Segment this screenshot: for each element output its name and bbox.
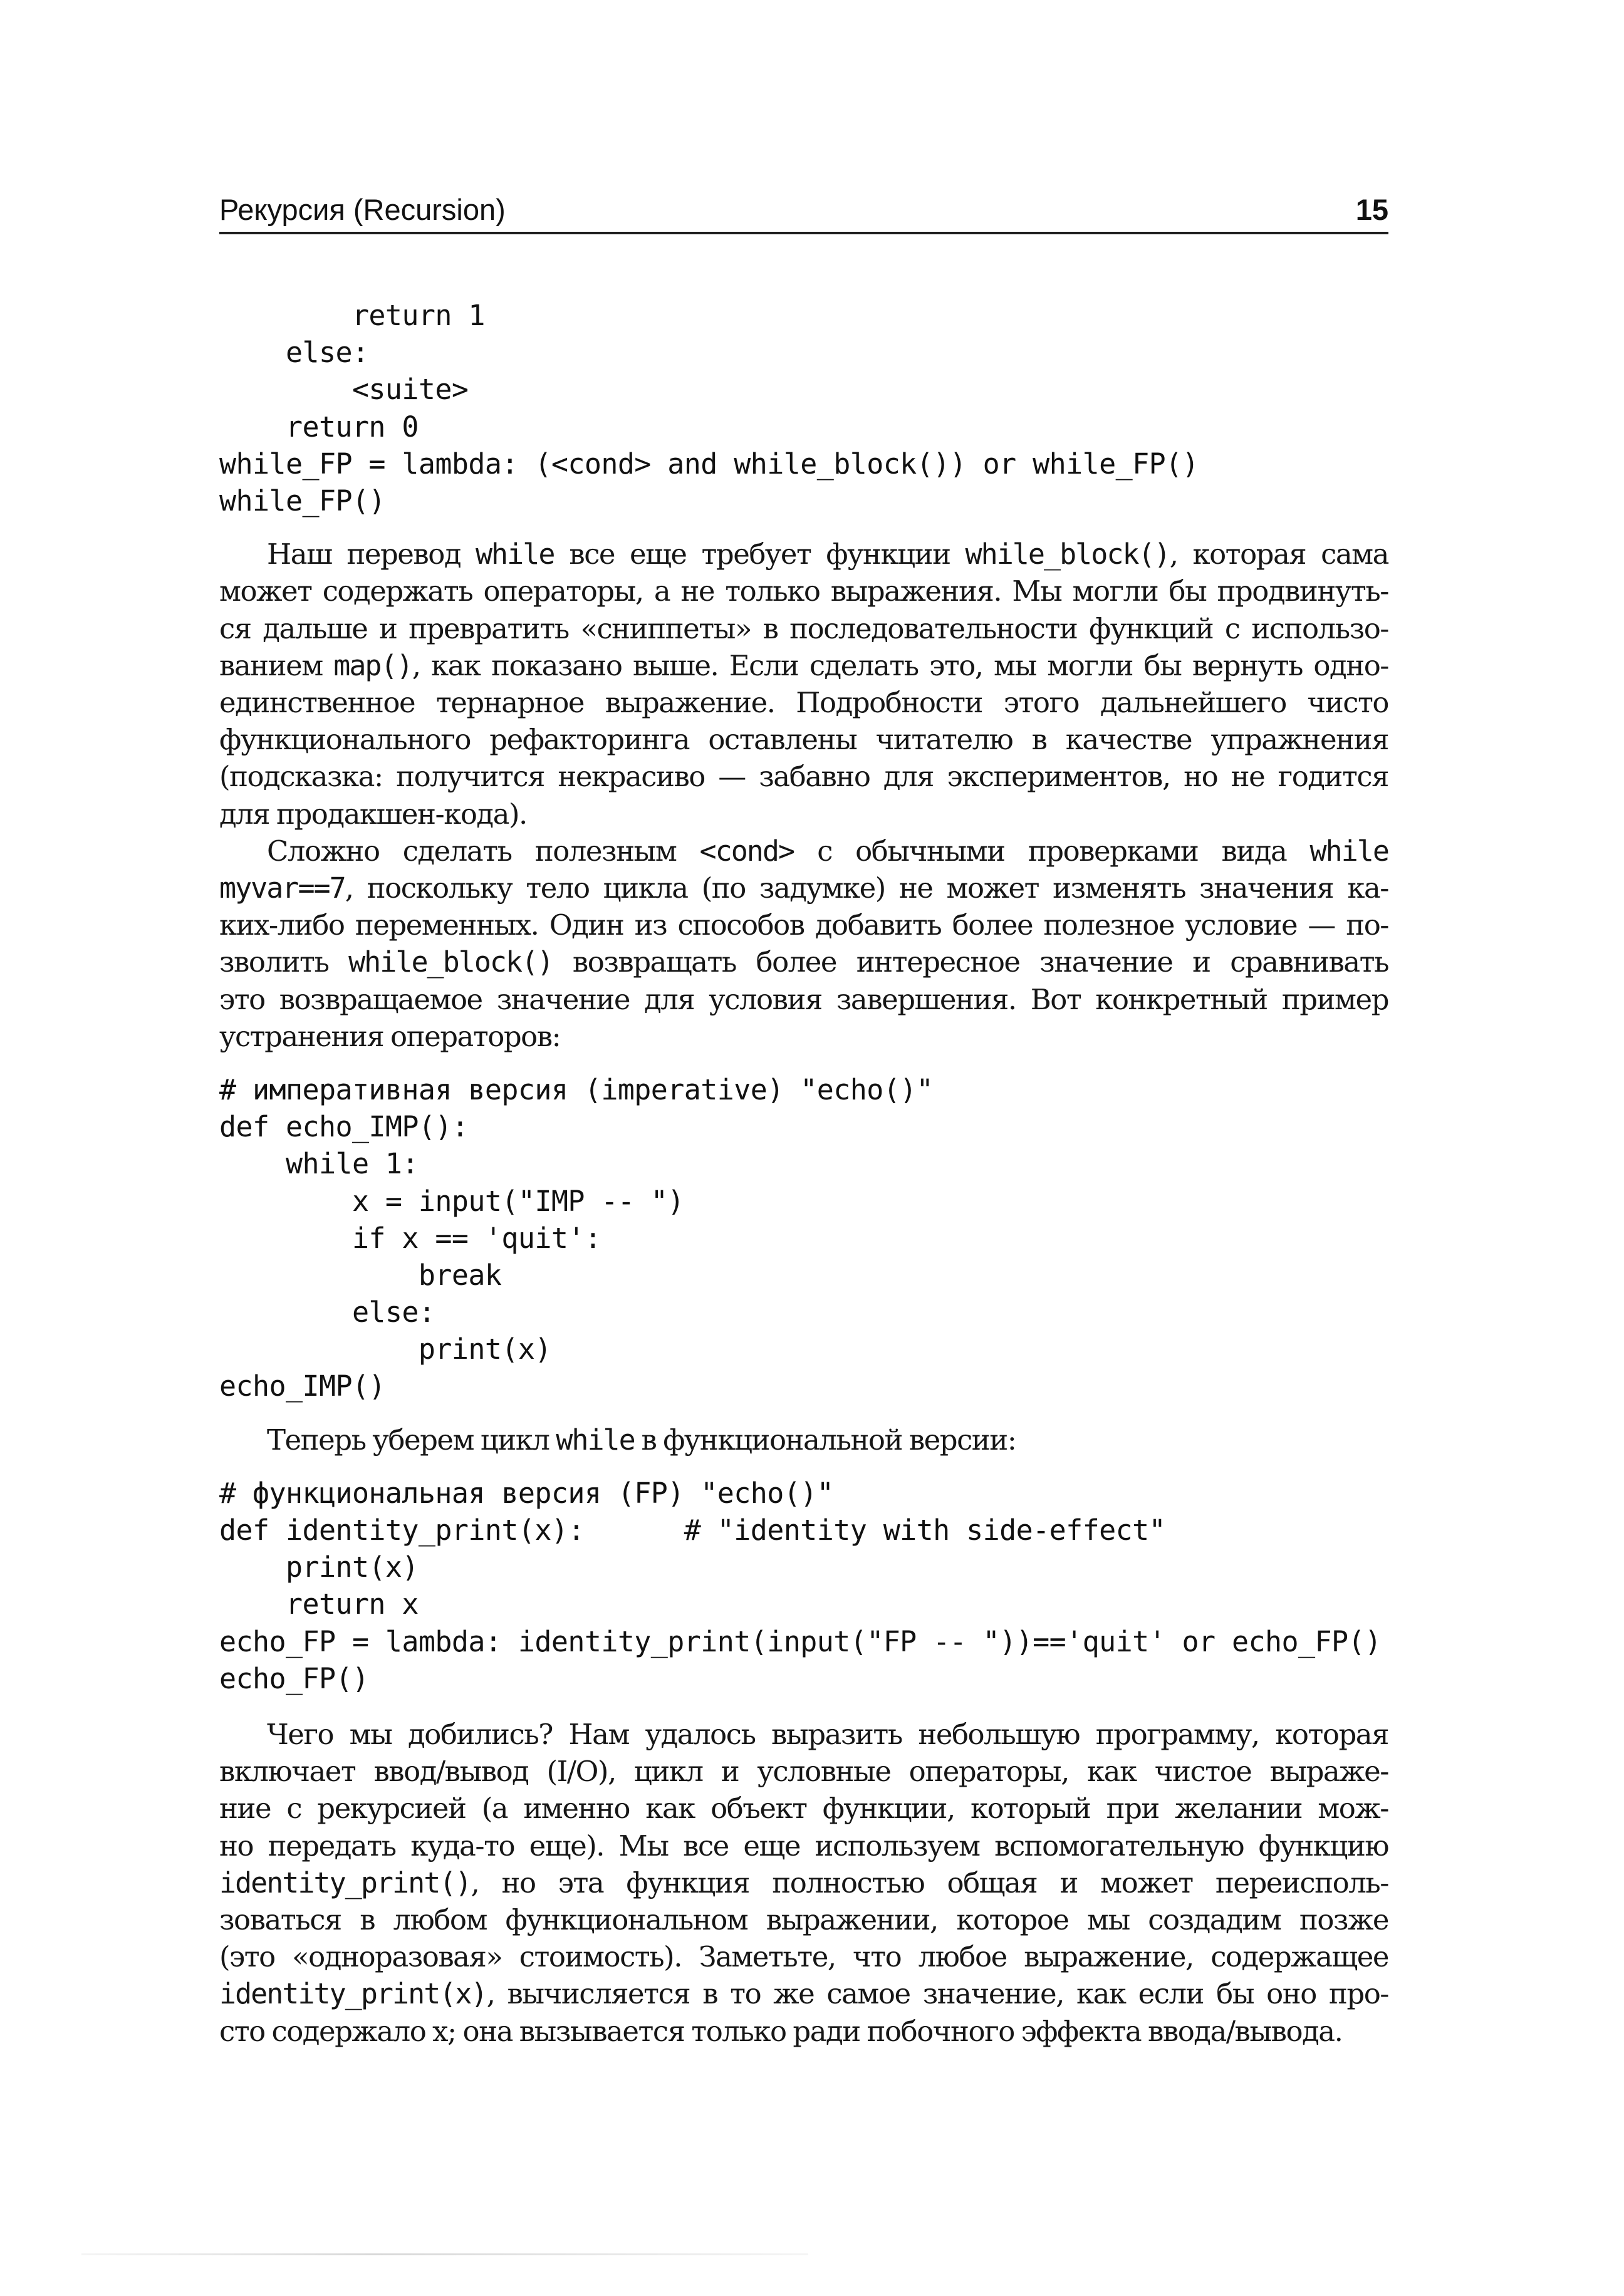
inline-code: while [1309, 834, 1388, 868]
text-line [219, 684, 1388, 721]
code-line: else: [219, 1296, 435, 1329]
text-run: , вычисляется в то же самое значение, как если бы оно про- [486, 1977, 1388, 2011]
inline-code: while [475, 538, 554, 571]
code-block-while-fp [219, 297, 1388, 519]
text-run: , как показано выше. Если сделать это, мы могли бы вернуть одно- [412, 648, 1389, 682]
code-line: x = input("IMP -- ") [219, 1184, 684, 1218]
text-run: но передать куда-то еще). Мы все еще используем вспомогательную функцию [219, 1829, 1388, 1862]
text-line [219, 833, 1388, 870]
text-run: сто содержало x; она вызывается только ради побочного эффекта ввода/вывода. [219, 2014, 1343, 2048]
text-run: функционального рефакторинга оставлены читателю в качестве упражнения [219, 723, 1388, 757]
text-run: возвращать более интересное значение и сравнивать [553, 945, 1389, 979]
code-line: if x == 'quit': [219, 1221, 601, 1255]
code-line: return 0 [219, 410, 419, 444]
code-line: echo_IMP() [219, 1369, 385, 1403]
inline-code: while_block() [965, 538, 1170, 571]
code-line: # функциональная версия (FP) "echo()" [219, 1476, 834, 1510]
text-line [219, 943, 1388, 980]
text-line [219, 2013, 1388, 2050]
inline-code: identity_print(x) [219, 1977, 487, 2011]
inline-code: map() [333, 648, 412, 682]
text-line [219, 721, 1388, 758]
text-run: ких-либо переменных. Один из способов добавить более полезное условие — по- [219, 908, 1388, 942]
text-run: , поскольку тело цикла (по задумке) не может изменять значения ка- [345, 871, 1388, 905]
text-run: Наш перевод [267, 538, 476, 571]
code-line: print(x) [219, 1551, 419, 1584]
text-line [219, 1827, 1388, 1864]
code-line: def identity_print(x): # "identity with side-effect" [219, 1514, 1166, 1547]
code-line: break [219, 1258, 502, 1292]
running-header [219, 188, 1388, 234]
paragraph-summary [219, 1716, 1388, 2050]
text-run: для продакшен-кода). [219, 797, 527, 831]
code-line: def echo_IMP(): [219, 1110, 469, 1144]
text-line [219, 906, 1388, 943]
code-line: echo_FP() [219, 1661, 369, 1695]
text-run: (подсказка: получится некрасиво — забавно для экспериментов, но не годится [219, 760, 1388, 794]
text-run: зволить [219, 945, 349, 979]
text-run: Чего мы добились? Нам удалось выразить небольшую программу, которая [267, 1717, 1388, 1751]
text-line [219, 796, 1388, 833]
text-run: (это «одноразовая» стоимость). Заметьте, что любое выражение, содержащее [219, 1940, 1388, 1974]
book-page [219, 188, 1388, 2050]
text-line [219, 1901, 1388, 1938]
paragraph-while-translation [219, 536, 1388, 833]
paragraph-remove-while [219, 1421, 1388, 1458]
text-run: , которая сама [1169, 538, 1388, 571]
text-run: единственное тернарное выражение. Подробности этого дальнейшего чисто [219, 685, 1388, 719]
text-line [219, 870, 1388, 906]
inline-code: while_block() [348, 945, 553, 979]
text-line [219, 1421, 1388, 1458]
code-line: print(x) [219, 1332, 551, 1366]
code-line: while 1: [219, 1147, 419, 1181]
text-run: зоваться в любом функциональном выражении, которое мы создадим позже [219, 1903, 1388, 1936]
text-run: ние с рекурсией (а именно как объект функции, который при желании мож- [219, 1792, 1388, 1826]
code-line: else: [219, 336, 369, 370]
text-line [219, 536, 1388, 573]
code-line: # императивная версия (imperative) "echo()" [219, 1073, 934, 1106]
text-run: ся дальше и превратить «сниппеты» в последовательности функций с использо- [219, 611, 1388, 645]
code-line: while_FP() [219, 484, 385, 517]
code-line: return 1 [219, 299, 485, 332]
text-line [219, 647, 1388, 684]
chapter-title: Рекурсия (Recursion) [219, 193, 506, 226]
code-block-echo-functional [219, 1475, 1388, 1697]
text-line [219, 610, 1388, 647]
inline-code: identity_print() [219, 1866, 471, 1899]
scan-edge-line [81, 2253, 808, 2255]
text-line [219, 1716, 1388, 1753]
text-run: с обычными проверками вида [794, 834, 1310, 868]
text-line [219, 1018, 1388, 1055]
text-run: все еще требует функции [554, 538, 966, 571]
text-run: ванием [219, 648, 334, 682]
code-line: <suite> [219, 373, 469, 407]
text-line [219, 1975, 1388, 2012]
text-run: может содержать операторы, а не только выражения. Мы могли бы продвинуть- [219, 574, 1388, 608]
text-line [219, 981, 1388, 1018]
page-number: 15 [1355, 193, 1388, 226]
inline-code: myvar==7 [219, 871, 345, 905]
text-run: в функциональной версии: [634, 1423, 1016, 1457]
text-run: Теперь уберем цикл [267, 1423, 556, 1457]
text-line [219, 1790, 1388, 1827]
text-run: это возвращаемое значение для условия завершения. Вот конкретный пример [219, 982, 1388, 1016]
text-line [219, 1938, 1388, 1975]
text-run: Сложно сделать полезным [267, 834, 700, 868]
text-run: включает ввод/вывод (I/O), цикл и условные операторы, как чистое выраже- [219, 1755, 1388, 1789]
text-line [219, 758, 1388, 795]
code-line: echo_FP = lambda: identity_print(input("FP -- "))=='quit' or echo_FP() [219, 1624, 1382, 1658]
text-run: устранения операторов: [219, 1019, 561, 1053]
text-run: , но эта функция полностью общая и может переисполь- [471, 1866, 1388, 1899]
inline-code: <cond> [699, 834, 794, 868]
inline-code: while [556, 1423, 635, 1457]
text-line [219, 573, 1388, 610]
code-block-echo-imperative [219, 1071, 1388, 1405]
text-line [219, 1864, 1388, 1901]
code-line: return x [219, 1587, 419, 1621]
paragraph-useful-cond [219, 833, 1388, 1055]
text-line [219, 1753, 1388, 1790]
code-line: while_FP = lambda: (<cond> and while_block()) or while_FP() [219, 447, 1199, 480]
